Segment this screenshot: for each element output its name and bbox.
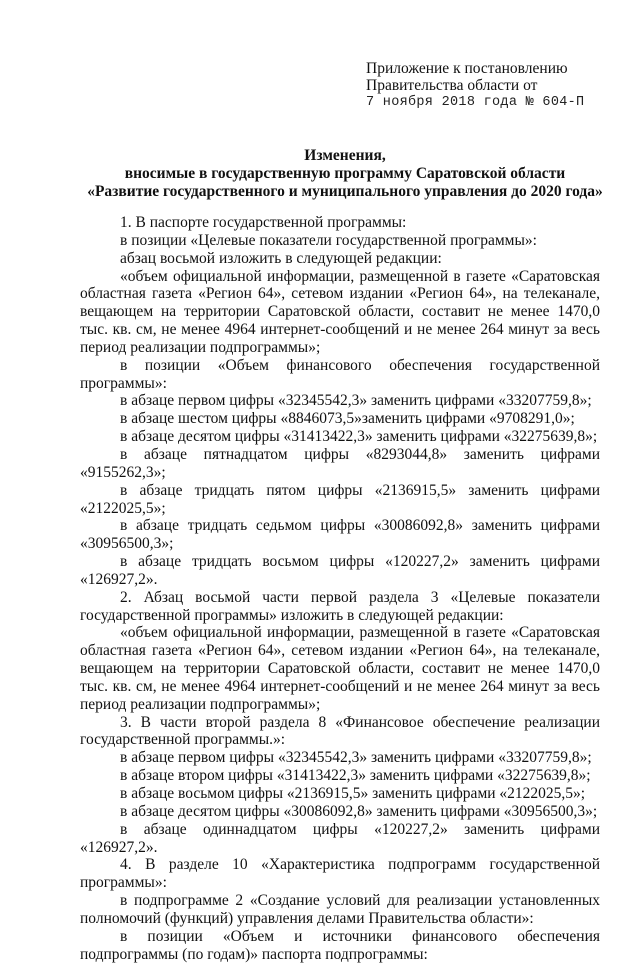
paragraph: 3. В части второй раздела 8 «Финансовое обеспечение реализации государственной программы.»: — [80, 713, 600, 749]
paragraph: 1. В паспорте государственной программы: — [120, 214, 407, 231]
paragraph: в абзаце пятнадцатом цифры «8293044,8» заменить цифрами «9155262,3»; — [80, 445, 600, 481]
paragraph: в абзаце тридцать пятом цифры «2136915,5» заменить цифрами «2122025,5»; — [80, 481, 600, 517]
paragraph: в абзаце десятом цифры «31413422,3» заменить цифрами «32275639,8»; — [120, 428, 598, 446]
paragraph: 4. В разделе 10 «Характеристика подпрограмм государственной программы»: — [80, 856, 600, 892]
paragraph: в абзаце десятом цифры «30086092,8» заменить цифрами «30956500,3»; — [120, 802, 598, 820]
paragraph: в абзаце первом цифры «32345542,3» заменить цифрами «33207759,8»; — [120, 392, 592, 410]
paragraph: в подпрограмме 2 «Создание условий для реализации установленных полномочий (функций) управления делами Правительства области»: — [80, 892, 600, 927]
paragraph: в абзаце восьмом цифры «2136915,5» заменить цифрами «2122025,5»; — [120, 785, 586, 802]
header-date-stamp: 7 ноября 2018 года № 604-П — [366, 95, 585, 110]
header-line-1: Приложение к постановлению — [366, 60, 568, 77]
title-line-2: вносимые в государственную программу Саратовской области — [124, 165, 566, 182]
title-line-1: Изменения, — [304, 147, 386, 164]
paragraph: в абзаце тридцать седьмом цифры «30086092,8» заменить цифрами «30956500,3»; — [80, 517, 600, 553]
document-title — [60, 147, 630, 201]
paragraph: «объем официальной информации, размещенной в газете «Саратовская областная газета «Регион 64», сетевом издании «Регион 64», на телеканале, вещающем на территории Саратовской области, составит не менее 1470,0 тыс. кв. см, не менее 4964 интернет-сообщений и не менее 264 минут за весь период реализации подпрограммы»; — [80, 267, 600, 356]
paragraph: в абзаце тридцать восьмом цифры «120227,2» заменить цифрами «126927,2». — [80, 553, 600, 588]
paragraph: в позиции «Объем и источники финансового обеспечения подпрограммы (по годам)» паспорта подпрограммы: — [80, 927, 600, 963]
document-body — [80, 214, 600, 963]
paragraph: 2. Абзац восьмой части первой раздела 3 «Целевые показатели государственной программы» изложить в следующей редакции: — [80, 588, 600, 624]
paragraph: в позиции «Объем финансового обеспечения государственной программы»: — [80, 356, 600, 392]
paragraph: в абзаце одиннадцатом цифры «120227,2» заменить цифрами «126927,2». — [80, 820, 600, 856]
title-line-3: «Развитие государственного и муниципального управления до 2020 года» — [87, 183, 603, 200]
header-line-2: Правительства области от — [366, 77, 538, 94]
paragraph: в абзаце втором цифры «31413422,3» заменить цифрами «32275639,8»; — [120, 767, 591, 785]
paragraph: абзац восьмой изложить в следующей редакции: — [120, 249, 442, 267]
appendix-header — [366, 60, 584, 111]
paragraph: в абзаце шестом цифры «8846073,5»заменить цифрами «9708291,0»; — [120, 410, 575, 428]
paragraph: в позиции «Целевые показатели государственной программы»: — [120, 231, 537, 249]
paragraph: в абзаце первом цифры «32345542,3» заменить цифрами «33207759,8»; — [120, 749, 592, 767]
paragraph: «объем официальной информации, размещенной в газете «Саратовская областная газета «Регион 64», сетевом издании «Регион 64», на телеканале, вещающем на территории Саратовской области, составит не менее 1470,0 тыс. кв. см, не менее 4964 интернет-сообщений и не менее 264 минут за весь период реализации подпрограммы»; — [80, 624, 600, 713]
